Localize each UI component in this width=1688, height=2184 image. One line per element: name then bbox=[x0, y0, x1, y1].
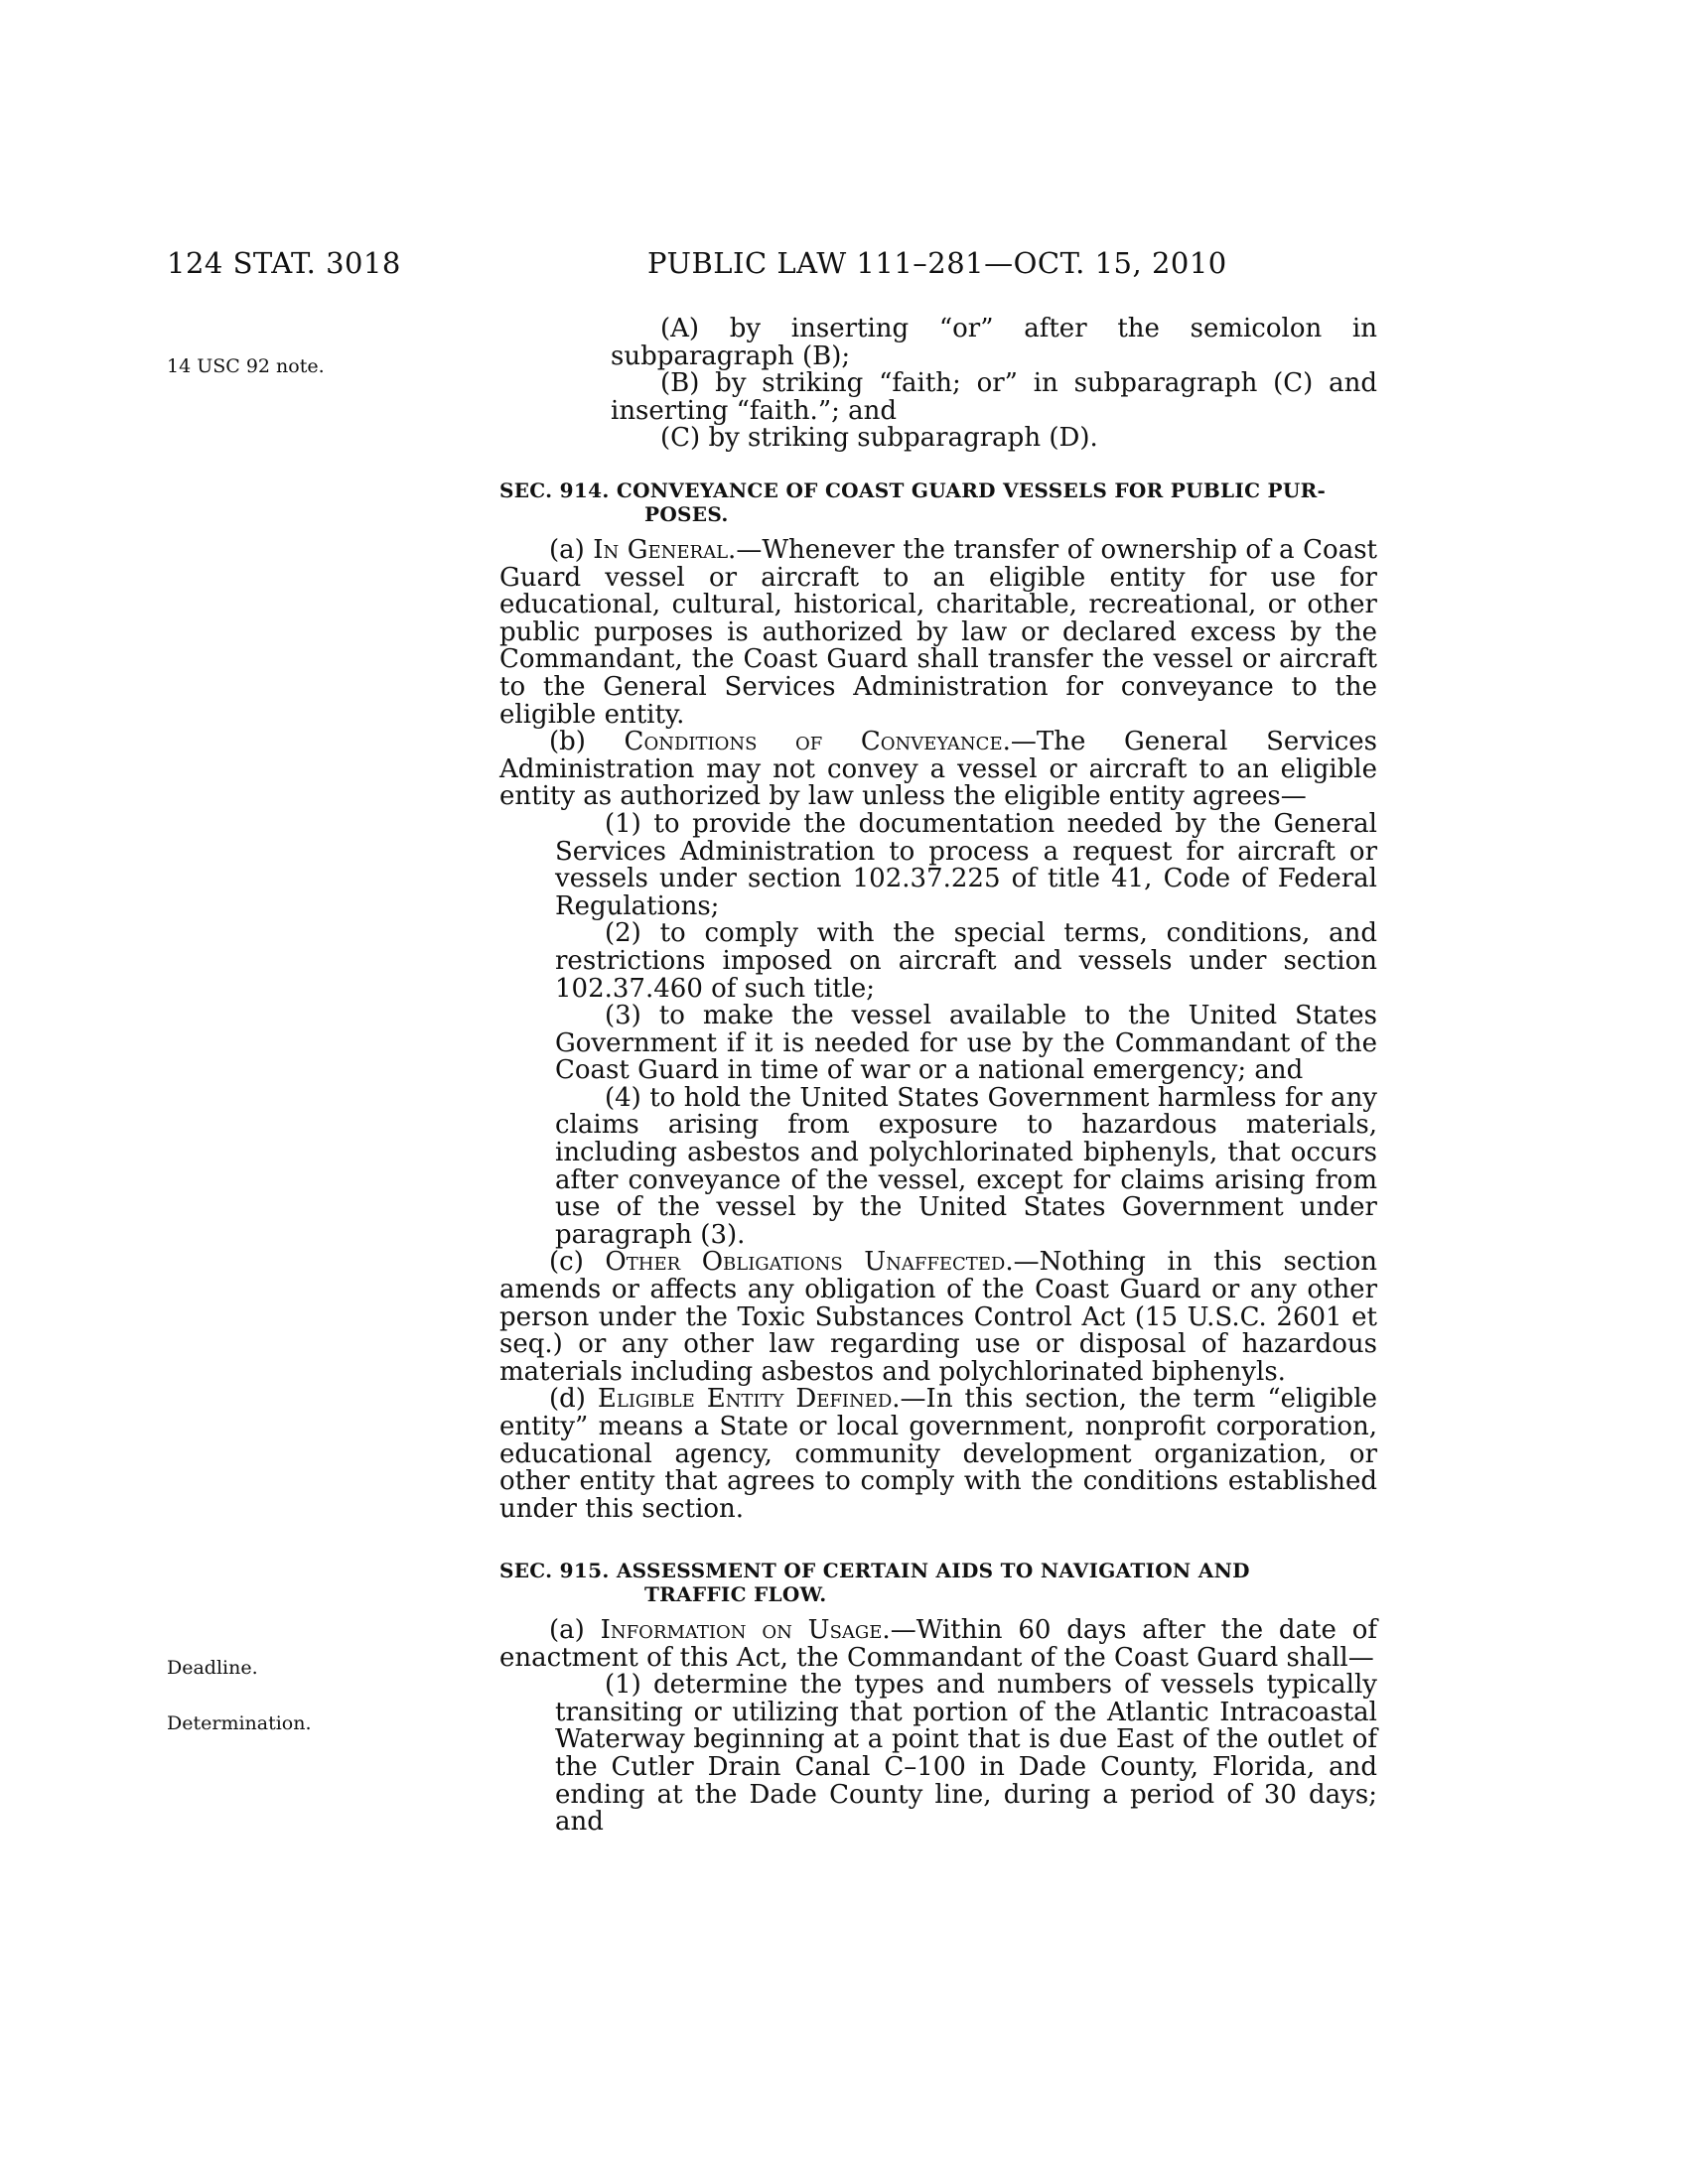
subsection-title: Conditions of Conveyance. bbox=[624, 727, 1011, 757]
margin-note-determination: Determination. bbox=[167, 1712, 312, 1734]
paragraph-914-b1: (1) to provide the documentation needed by the General Services Administration to process a request for aircraft or vessels under section 102.37.225 of title 41, Code of Federal Regulations; bbox=[555, 808, 1377, 921]
paragraph-914-b2: (2) to comply with the special terms, conditions, and restrictions imposed on aircraft and vessels under section 102.37.460 of such title; bbox=[555, 918, 1377, 1004]
amendment-c: (C) by striking subparagraph (D). bbox=[660, 423, 1098, 454]
subsection-title: Other Obligations Unaffected. bbox=[605, 1247, 1014, 1278]
stat-citation: 124 STAT. 3018 bbox=[167, 246, 401, 280]
paragraph-914-b3: (3) to make the vessel available to the United States Government if it is needed for use by the Commandant of the Coast Guard in time of war or a national emergency; and bbox=[555, 1001, 1377, 1086]
subsection-label: (a) bbox=[549, 1615, 601, 1645]
running-head bbox=[0, 246, 1688, 286]
section-915-body bbox=[499, 1617, 1377, 1837]
amendment-a: (A) by inserting “or” after the semicolon in subparagraph (B); bbox=[611, 314, 1377, 371]
paragraph-914-b4: (4) to hold the United States Government harmless for any claims arising from exposure to hazardous materials, including asbestos and polychlorinated biphenyls, that occurs after conveyance of the vessel, except for claims arising from use of the vessel by the United States Government under paragraph (3). bbox=[555, 1082, 1377, 1250]
subsection-title: Information on Usage. bbox=[600, 1615, 891, 1645]
subsection-text: —Nothing in this section amends or affects any obligation of the Coast Guard or any other person under the Toxic Substances Control Act (15 U.S.C. 2601 et seq.) or any other law regarding use or disposal of hazardous materials including asbestos and polychlorinated biphenyls. bbox=[499, 1247, 1377, 1387]
subsection-914-b bbox=[499, 729, 1377, 811]
subsection-text: —Within 60 days after the date of enactment of this Act, the Commandant of the Coast Guard shall— bbox=[499, 1615, 1377, 1673]
subsection-914-d bbox=[499, 1386, 1377, 1523]
section-915-heading-line2: TRAFFIC FLOW. bbox=[644, 1582, 827, 1606]
subsection-label: (b) bbox=[549, 727, 625, 757]
section-914-heading bbox=[499, 478, 1377, 526]
subsection-text: —The General Services Administration may not convey a vessel or aircraft to an eligible entity as authorized by law unless the eligible entity agrees— bbox=[499, 727, 1377, 812]
subsection-title: Eligible Entity Defined. bbox=[597, 1384, 901, 1415]
subsection-label: (a) bbox=[549, 535, 594, 565]
section-915-heading-line1: SEC. 915. ASSESSMENT OF CERTAIN AIDS TO NAVIGATION AND bbox=[499, 1559, 1250, 1582]
margin-note-deadline: Deadline. bbox=[167, 1657, 258, 1679]
amendment-b: (B) by striking “faith; or” in subparagraph (C) and inserting “faith.”; and bbox=[611, 368, 1377, 426]
section-914-heading-line2: POSES. bbox=[644, 502, 729, 526]
section-914-body bbox=[499, 537, 1377, 1523]
subsection-label: (d) bbox=[549, 1384, 598, 1415]
amendment-list bbox=[499, 316, 1377, 453]
subsection-915-a bbox=[499, 1617, 1377, 1672]
subsection-title: In General. bbox=[593, 535, 737, 565]
section-915-heading bbox=[499, 1559, 1377, 1606]
subsection-914-c bbox=[499, 1249, 1377, 1386]
subsection-text: —In this section, the term “eligible entity” means a State or local government, nonprofit corporation, educational agency, community development organization, or other entity that agrees to comply with the conditions established under this section. bbox=[499, 1384, 1377, 1524]
subsection-label: (c) bbox=[549, 1247, 606, 1278]
margin-note-usc: 14 USC 92 note. bbox=[167, 355, 325, 377]
subsection-914-a bbox=[499, 537, 1377, 729]
public-law-title: PUBLIC LAW 111–281—OCT. 15, 2010 bbox=[647, 246, 1227, 280]
subsection-text: —Whenever the transfer of ownership of a Coast Guard vessel or aircraft to an eligible entity for use for educational, cultural, historical, charitable, recreational, or other public purposes is authorized by law or declared excess by the Commandant, the Coast Guard shall transfer the vessel or aircraft to the General Services Administration for conveyance to the eligible entity. bbox=[499, 535, 1377, 730]
section-914-heading-line1: SEC. 914. CONVEYANCE OF COAST GUARD VESSELS FOR PUBLIC PUR- bbox=[499, 478, 1327, 502]
paragraph-915-a1: (1) determine the types and numbers of vessels typically transiting or utilizing that portion of the Atlantic Intracoastal Waterway beginning at a point that is due East of the outlet of the Cutler Drain Canal C–100 in Dade County, Florida, and ending at the Dade County line, during a period of 30 days; and bbox=[555, 1670, 1377, 1838]
